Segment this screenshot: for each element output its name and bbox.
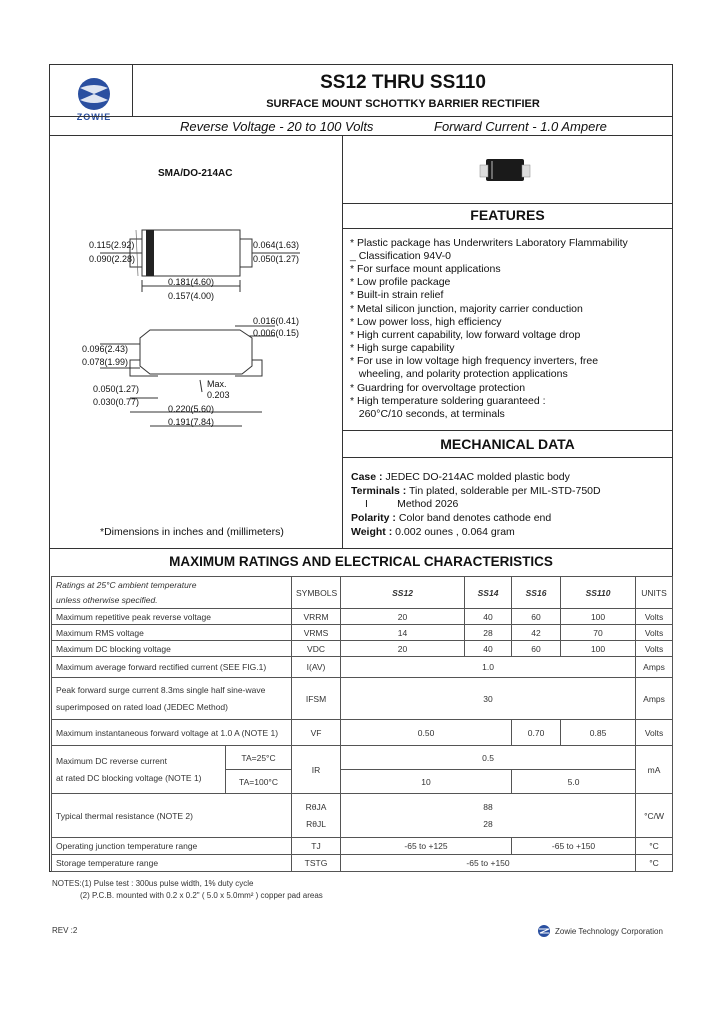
dim-label: 0.096(2.43): [82, 344, 129, 354]
features-title: FEATURES: [470, 207, 545, 223]
feature-item: * Metal silicon junction, majority carrier conduction: [350, 303, 583, 315]
feature-item: * Plastic package has Underwriters Laboratory Flammability: [350, 237, 628, 249]
feature-item: wheeling, and polarity protection applications: [350, 368, 568, 380]
table-header-row: Ratings at 25°C ambient temperature unless otherwise specified. SYMBOLS SS12 SS14 SS16 SS110 UNITS: [52, 577, 673, 609]
ratings-table: [51, 576, 673, 872]
table-row: Maximum DC blocking voltage VDC 20 40 60 100 Volts: [52, 641, 673, 657]
revision: REV :2: [52, 926, 78, 935]
dim-label: 0.016(0.41): [253, 316, 300, 326]
dim-label: 0.050(1.27): [93, 384, 140, 394]
reverse-voltage: Reverse Voltage - 20 to 100 Volts: [180, 119, 374, 134]
feature-item: * High temperature soldering guaranteed :: [350, 395, 546, 407]
dim-label: 0.191(7.84): [168, 417, 215, 427]
note-1: NOTES:(1) Pulse test : 300us pulse width, 1% duty cycle: [52, 879, 254, 888]
note-2: (2) P.C.B. mounted with 0.2 x 0.2" ( 5.0 x 5.0mm² ) copper pad areas: [80, 891, 323, 900]
mechanical-title: MECHANICAL DATA: [440, 436, 575, 452]
table-row: Typical thermal resistance (NOTE 2) RθJA RθJL 88 28 °C/W: [52, 794, 673, 838]
dim-label: 0.006(0.15): [253, 328, 300, 338]
component-image: [478, 157, 538, 187]
dim-label: 0.078(1.99): [82, 357, 129, 367]
table-row: Maximum average forward rectified current (SEE FIG.1) I(AV) 1.0 Amps: [52, 657, 673, 678]
table-row: Maximum instantaneous forward voltage at 1.0 A (NOTE 1) VF 0.50 0.70 0.85 Volts: [52, 720, 673, 746]
mech-terminals: Terminals : Tin plated, solderable per MIL-STD-750D: [351, 485, 601, 497]
company-name: Zowie Technology Corporation: [555, 927, 663, 936]
dim-label: 0.203: [207, 390, 230, 400]
logo-text: ZOWIE: [76, 112, 112, 122]
mech-terminals-method: I Method 2026: [365, 498, 459, 510]
table-row: Peak forward surge current 8.3ms single half sine-wave superimposed on rated load (JEDEC Method) IFSM 30 Amps: [52, 678, 673, 720]
feature-item: * Low profile package: [350, 276, 451, 288]
feature-item: * Built-in strain relief: [350, 289, 444, 301]
dim-label: 0.220(5.60): [168, 404, 215, 414]
feature-item: * For use in low voltage high frequency inverters, free: [350, 355, 599, 367]
feature-item: * High current capability, low forward voltage drop: [350, 329, 581, 341]
dim-label: 0.090(2.28): [89, 254, 136, 264]
page-title: SS12 THRU SS110: [320, 72, 486, 93]
mech-polarity: Polarity : Color band denotes cathode end: [351, 512, 552, 524]
ratings-title: MAXIMUM RATINGS AND ELECTRICAL CHARACTERISTICS: [169, 554, 553, 569]
feature-item: * Low power loss, high efficiency: [350, 316, 502, 328]
feature-item: * High surge capability: [350, 342, 455, 354]
dim-label: Max.: [207, 379, 227, 389]
table-row: Maximum repetitive peak reverse voltage VRRM 20 40 60 100 Volts: [52, 609, 673, 625]
dim-label: 0.050(1.27): [253, 254, 300, 264]
feature-item: * For surface mount applications: [350, 263, 501, 275]
forward-current: Forward Current - 1.0 Ampere: [434, 119, 607, 134]
package-name: SMA/DO-214AC: [158, 168, 233, 179]
table-row: Operating junction temperature range TJ -65 to +125 -65 to +150 °C: [52, 838, 673, 855]
table-row: Storage temperature range TSTG -65 to +150 °C: [52, 855, 673, 872]
dim-label: 0.030(0.77): [93, 397, 140, 407]
page-subtitle: SURFACE MOUNT SCHOTTKY BARRIER RECTIFIER: [266, 98, 540, 110]
dim-label: 0.064(1.63): [253, 240, 300, 250]
dimension-note: *Dimensions in inches and (millimeters): [100, 526, 284, 538]
dim-label: 0.115(2.92): [89, 240, 135, 250]
feature-item: 260°C/10 seconds, at terminals: [350, 408, 505, 420]
feature-item: * Guardring for overvoltage protection: [350, 382, 526, 394]
feature-item: _ Classification 94V-0: [350, 250, 451, 262]
dim-label: 0.181(4.60): [168, 277, 215, 287]
zowie-small-logo-icon: [536, 924, 552, 938]
mech-weight: Weight : 0.002 ounes , 0.064 gram: [351, 526, 515, 538]
dim-label: 0.157(4.00): [168, 291, 215, 301]
table-row: TA=100°C 10 5.0: [52, 770, 673, 794]
table-row: Maximum DC reverse current at rated DC blocking voltage (NOTE 1) TA=25°C IR 0.5 mA: [52, 746, 673, 770]
table-row: Maximum RMS voltage VRMS 14 28 42 70 Volts: [52, 625, 673, 641]
mech-case: Case : JEDEC DO-214AC molded plastic body: [351, 471, 570, 483]
